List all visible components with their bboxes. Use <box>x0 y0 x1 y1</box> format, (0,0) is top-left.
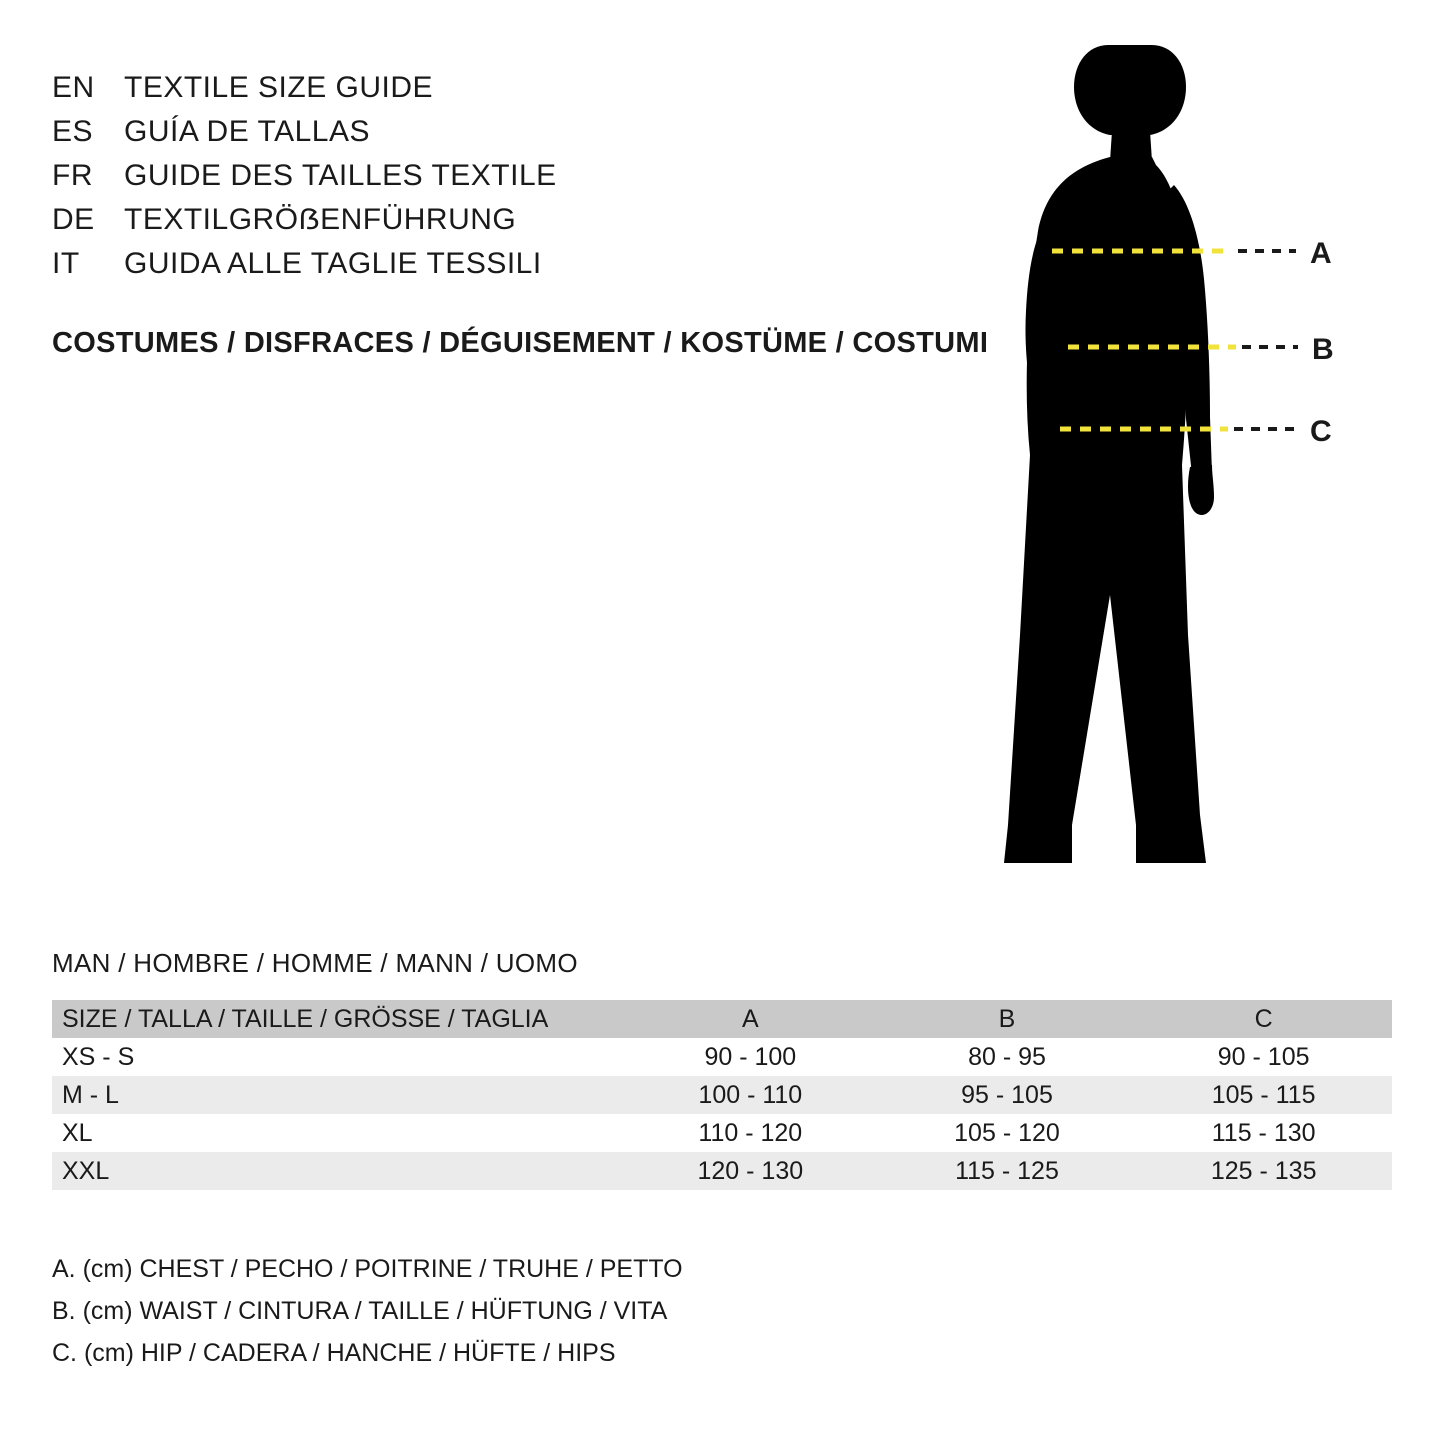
legend-item-a: A. (cm) CHEST / PECHO / POITRINE / TRUHE / PETTO <box>52 1255 683 1283</box>
marker-label-a: A <box>1310 237 1332 270</box>
table-title: MAN / HOMBRE / HOMME / MANN / UOMO <box>52 948 578 978</box>
cell-c: 115 - 130 <box>1135 1114 1392 1152</box>
table-header-b: B <box>879 1000 1136 1038</box>
measurement-legend <box>52 1248 683 1374</box>
cell-b: 105 - 120 <box>879 1114 1136 1152</box>
cell-size: M - L <box>52 1076 622 1114</box>
cell-a: 110 - 120 <box>622 1114 879 1152</box>
cell-size: XXL <box>52 1152 622 1190</box>
cell-c: 105 - 115 <box>1135 1076 1392 1114</box>
cell-size: XL <box>52 1114 622 1152</box>
language-row-es <box>52 110 557 154</box>
body-silhouette-figure <box>960 35 1380 895</box>
language-list <box>52 66 557 286</box>
table-row <box>52 1038 1392 1076</box>
cell-c: 90 - 105 <box>1135 1038 1392 1076</box>
table-body <box>52 1038 1392 1190</box>
table-header-size: SIZE / TALLA / TAILLE / GRÖSSE / TAGLIA <box>52 1000 622 1038</box>
language-code-fr: FR <box>52 159 93 192</box>
table-head <box>52 1000 1392 1038</box>
cell-a: 100 - 110 <box>622 1076 879 1114</box>
language-code-es: ES <box>52 115 94 148</box>
language-code-it: IT <box>52 247 80 280</box>
table-row <box>52 1114 1392 1152</box>
language-row-en <box>52 66 557 110</box>
language-row-fr <box>52 154 557 198</box>
cell-b: 115 - 125 <box>879 1152 1136 1190</box>
cell-b: 95 - 105 <box>879 1076 1136 1114</box>
table-row <box>52 1152 1392 1190</box>
table-header-a: A <box>622 1000 879 1038</box>
cell-c: 125 - 135 <box>1135 1152 1392 1190</box>
page-subtitle: COSTUMES / DISFRACES / DÉGUISEMENT / KOSTÜME / COSTUMI <box>52 327 989 359</box>
cell-a: 120 - 130 <box>622 1152 879 1190</box>
language-text-it: GUIDA ALLE TAGLIE TESSILI <box>124 247 542 280</box>
legend-item-c: C. (cm) HIP / CADERA / HANCHE / HÜFTE / HIPS <box>52 1339 616 1367</box>
table-header-c: C <box>1135 1000 1392 1038</box>
cell-size: XS - S <box>52 1038 622 1076</box>
cell-a: 90 - 100 <box>622 1038 879 1076</box>
language-text-es: GUÍA DE TALLAS <box>124 115 370 148</box>
table-header-row <box>52 1000 1392 1038</box>
language-code-de: DE <box>52 203 95 236</box>
table-row <box>52 1076 1392 1114</box>
language-text-en: TEXTILE SIZE GUIDE <box>124 71 434 104</box>
marker-label-c: C <box>1310 415 1332 448</box>
language-row-it <box>52 242 557 286</box>
language-text-fr: GUIDE DES TAILLES TEXTILE <box>124 159 557 192</box>
legend-item-b: B. (cm) WAIST / CINTURA / TAILLE / HÜFTUNG / VITA <box>52 1297 668 1325</box>
language-text-de: TEXTILGRÖẞENFÜHRUNG <box>124 203 517 236</box>
cell-b: 80 - 95 <box>879 1038 1136 1076</box>
language-row-de <box>52 198 557 242</box>
marker-label-b: B <box>1312 333 1334 366</box>
language-code-en: EN <box>52 71 95 104</box>
size-table <box>52 1000 1392 1190</box>
silhouette-shape <box>1004 45 1214 863</box>
